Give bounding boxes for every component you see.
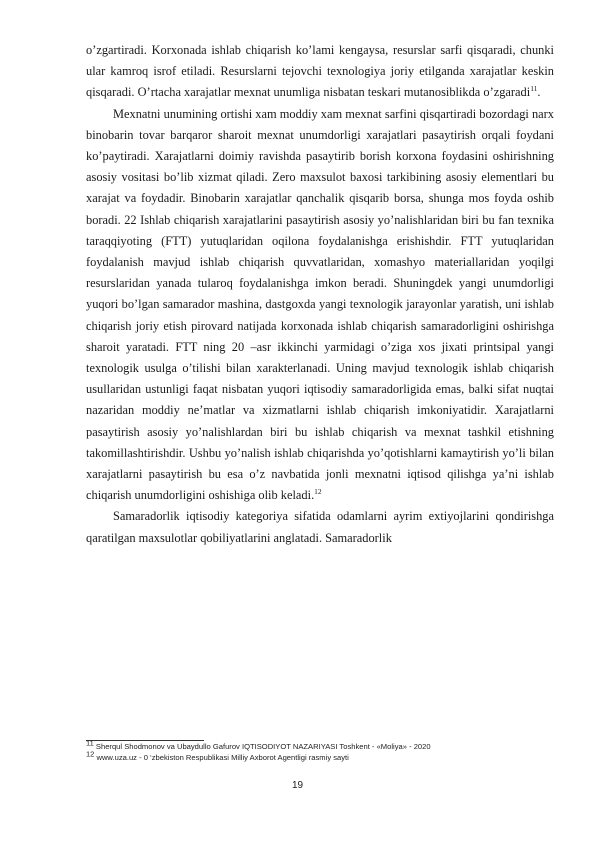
- footnote-text: Sherqul Shodmonov va Ubaydullo Gafurov IQTISODIYOT NAZARIYASI Toshkent - «Moliya» - 2020: [93, 742, 431, 751]
- paragraph-3: [86, 506, 554, 548]
- paragraph-1-text: o’zgartiradi. Korxonada ishlab chiqarish ko’lami kengaysa, resurslar sarfi qisqaradi, chunki ular kamroq isrof etiladi. Resurslarni tejovchi texnologiya joriy etilganda xarajatlar keskin qisqaradi. O’rtacha xarajatlar mexnat unumliga nisbatan teskari mutanosiblikda o’zgaradi: [86, 43, 554, 100]
- footnote-11: [86, 738, 554, 752]
- footnote-number: 12: [86, 749, 95, 759]
- footnote-number: 11: [86, 738, 94, 748]
- page-number: 19: [291, 780, 304, 791]
- paragraph-1: [86, 40, 554, 104]
- footnotes: [86, 738, 554, 763]
- paragraph-2: [86, 104, 554, 507]
- paragraph-1-tail: .: [537, 85, 541, 100]
- footnote-12: [86, 749, 554, 763]
- footnote-text: www.uza.uz - 0 ‘zbekiston Respublikasi Milliy Axborot Agentligi rasmiy sayti: [94, 753, 349, 762]
- paragraph-3-text: Samaradorlik iqtisodiy kategoriya sifatida odamlarni ayrim extiyojlarini qondirishga qaratilgan maxsulotlar qobiliyatlarini anglatadi. Samaradorlik: [86, 509, 554, 545]
- page-body: [86, 40, 554, 549]
- footnote-ref-11[interactable]: 11: [530, 84, 538, 94]
- paragraph-2-text: Mexnatni unumining ortishi xam moddiy xam mexnat sarfini qisqartiradi bozordagi narx binobarin tovar barqaror sharoit mexnat unumdorligi xarajatlari pasaytirish orqali foydani ko’paytiradi. Xarajatlarni doimiy ravishda pasaytirib borish korxona foydasini oshirishning asosiy vositasi bo’lib xizmat qiladi. Zero maxsulot baxosi tarkibining asosiy elementlari bu xarajat va foydadir. Binobarin xarajatlar qanchalik qisqarib borsa, shunga mos foyda oshib boradi. 22 Ishlab chiqarish xarajatlarini pasaytirish asosiy yo’nalishlaridan biri bu fan texnika taraqqiyoting (FTT) yutuqlaridan oqilona foydalanishga erishishdir. FTT yutuqlaridan foydalanish mavjud ishlab chiqarish quvvatlaridan, xomashyo materiallaridan yoqilgi resurslaridan yanada tularoq foydalanishga imkon beradi. Shuningdek yangi unumdorligi yuqori bo’lgan samarador mashina, dastgoxda yangi texnologik jarayonlar yaratish, uni ishlab chiqarish joriy etish pirovard natijada korxonada ishlab chiqarish samaradorligini oshirishga sharoit yaratadi. FTT ning 20 –asr ikkinchi yarmidagi o’ziga xos jixati printsipal yangi texnologik usulga o’tilishi bilan xarakterlanadi. Uning mavjud texnologik ishlab chiqarish usullaridan ustunligi faqat nisbatan yuqori iqtisodiy samaradorligida emas, balki sifat nuqtai nazaridan moddiy ne’matlar va xizmatlarni ishlab chiqarish imkoniyatidir. Xarajatlarni pasaytirish asosiy yo’nalishlardan biri bu ishlab chiqarish va mexnat tashkil etishning takomillashtirishdir. Ushbu yo’nalish ishlab chiqarishda yo’qotishlarni kamaytirish yo’li bilan xarajatlarni pasaytirish bu esa o’z navbatida jonli mexnatni iqtisod qilishga ya’ni ishlab chiqarish unumdorligini oshishiga olib keladi.: [86, 106, 554, 503]
- footnote-ref-12[interactable]: 12: [314, 487, 322, 497]
